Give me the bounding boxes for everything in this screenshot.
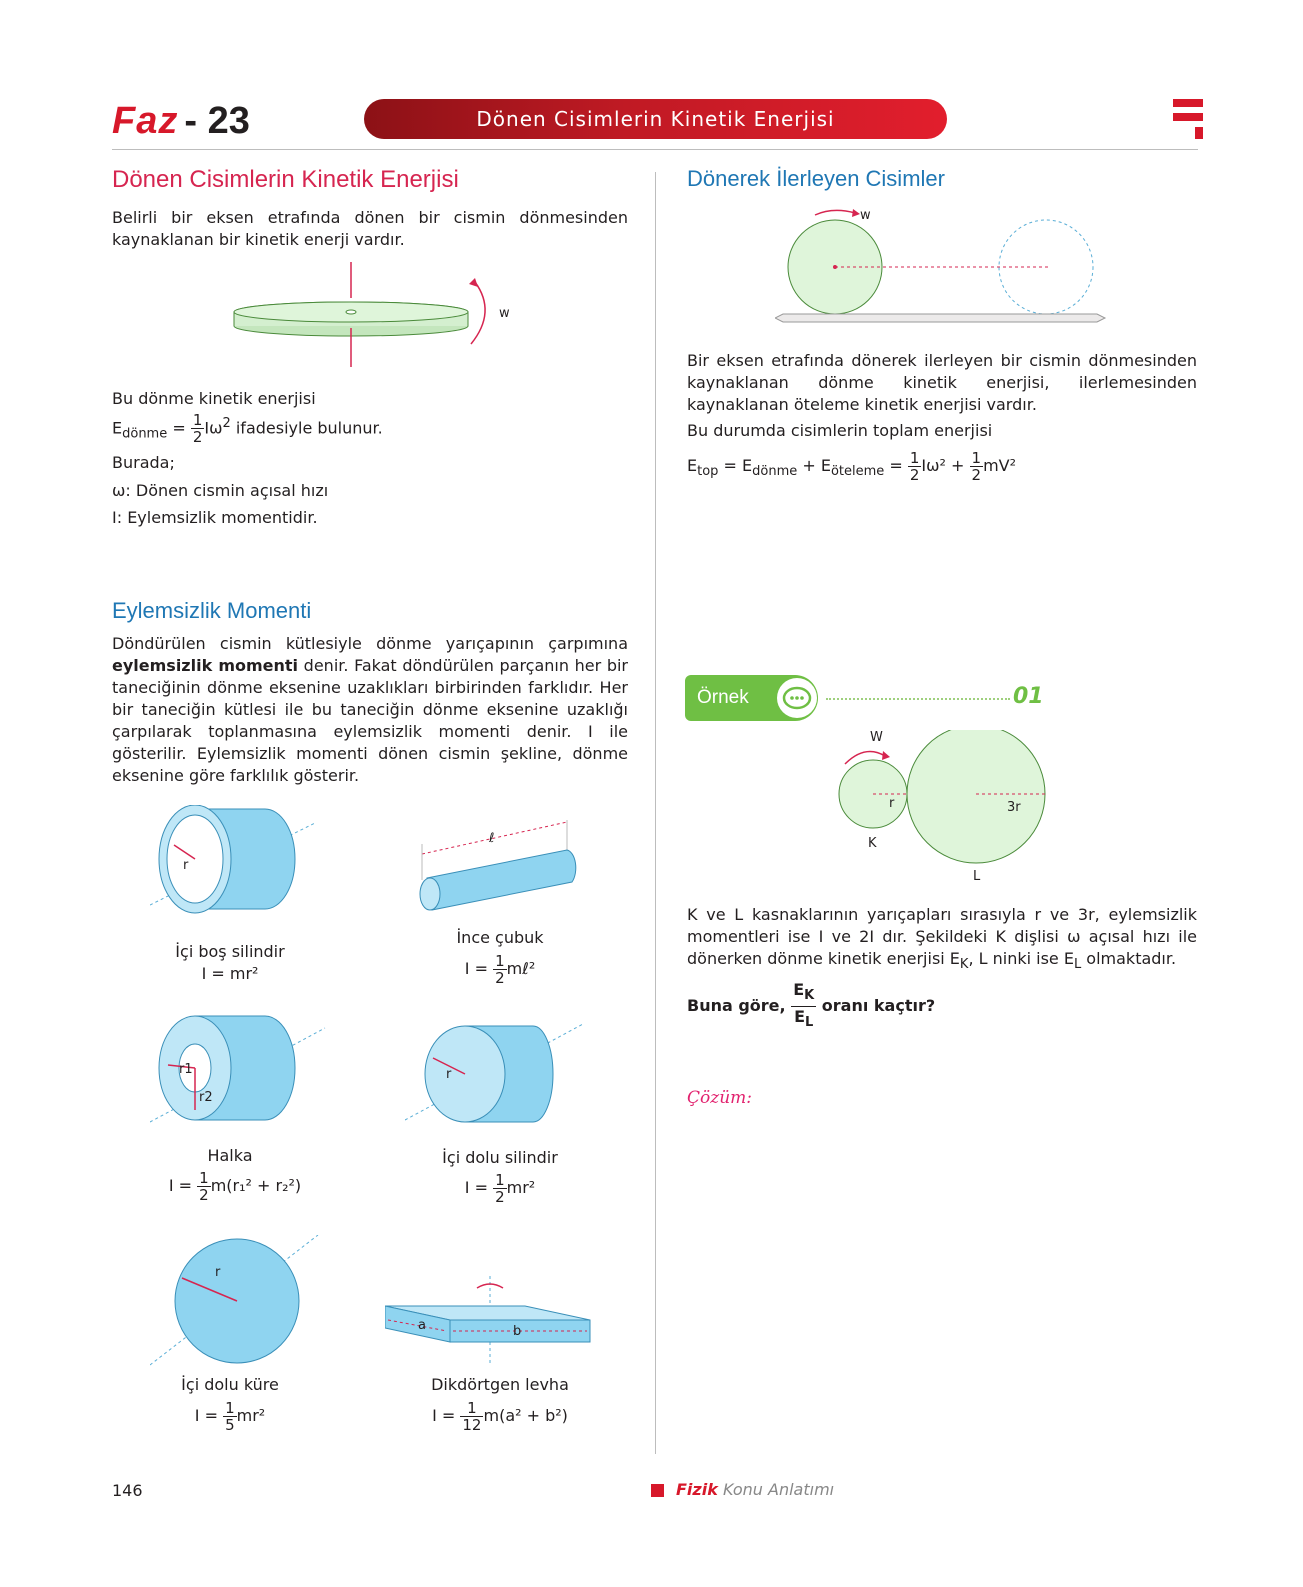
disk-omega-label: w [499,306,510,321]
thin-rod-name: İnce çubuk [456,928,544,947]
ask-post: oranı kaçtır? [821,996,936,1016]
ring-figure [150,1010,330,1140]
f1-tail: Iω² [921,456,946,475]
solcyl-fraction [493,1172,507,1205]
ask-fraction [791,980,816,1033]
formula-fraction [191,412,205,445]
f2-tail: mV² [983,456,1017,475]
rectangular-plate-formula [405,1400,595,1433]
intro-paragraph: Belirli bir eksen etrafında dönen bir cismin dönmesinden kaynaklanan bir kinetik enerji vardır. [112,208,628,249]
frac-num: 1 [192,411,203,430]
omega-definition: ω: Dönen cismin açısal hızı [112,481,329,500]
footer-square-icon [651,1484,664,1497]
ask-pre: Buna göre, [687,996,786,1016]
rolling-paragraph: Bir eksen etrafında dönerek ilerleyen bir cismin dönmesinden kaynaklanan dönme kinetik enerjisi, ilerlemesinden kaynaklanan öteleme kinetik enerjisi vardır. [687,351,1197,414]
edonme-sub: dönme [752,464,798,480]
formula-eq: = [172,418,186,438]
q-mid: , L ninki ise E [968,949,1074,968]
solid-cylinder-formula [415,1172,585,1205]
solcyl-num: 1 [495,1171,505,1189]
solcyl-post: mr² [506,1178,536,1197]
plate-b-label: b [513,1324,522,1339]
total-energy-formula [687,450,1016,486]
solcyl-den: 2 [495,1188,505,1206]
q-sub-k: K [959,957,969,973]
rod-fraction [493,953,507,986]
sphere-den: 5 [225,1416,235,1434]
sphere-pre: I = [194,1406,218,1425]
example-question [687,904,1197,976]
thin-rod-figure [412,820,592,920]
rolling-body-figure [775,205,1115,335]
rolling-omega-label: w [860,208,871,223]
logo-text: Faz [112,100,179,142]
ke-formula [112,411,383,448]
ring-name: Halka [207,1146,253,1165]
pulley-k-label: K [868,836,877,851]
solid-cyl-r-label: r [446,1067,452,1082]
unit-number: - 23 [184,100,250,142]
plus-2: + [951,456,965,475]
ring-pre: I = [168,1176,193,1195]
example-ask [687,980,935,1033]
formula-rhs: Iω [204,418,223,438]
pulley-w-label: W [870,730,883,745]
sphere-fraction [223,1400,237,1433]
f2-fraction [970,450,984,483]
f2-den: 2 [971,466,982,484]
edonme: E [742,456,753,475]
eoteleme-sub: öteleme [830,464,885,480]
formula-sub: dönme [122,426,168,442]
hollow-cylinder-name: İçi boş silindir [175,942,285,961]
plate-fraction [460,1400,483,1433]
solid-cylinder-name: İçi dolu silindir [442,1148,558,1167]
eq-2: = [889,456,903,475]
f1-fraction [908,450,922,483]
footer-bold: Fizik [676,1480,718,1499]
column-divider [655,172,656,1454]
pulley-l-label: L [973,869,981,884]
sphere-post: mr² [236,1406,266,1425]
pulley-3r-label: 3r [1007,800,1021,815]
ask-den: E [794,1007,806,1027]
hollow-cyl-r-label: r [183,858,189,873]
solid-cylinder-figure [405,1020,585,1140]
formula-exp: 2 [222,416,231,431]
chapter-banner: Dönen Cisimlerin Kinetik Enerjisi [364,99,947,139]
solcyl-pre: I = [464,1178,488,1197]
thin-rod-formula [420,953,580,986]
moment-text-a: Döndürülen cismin kütlesiyle dönme yarıçapının çarpımına [112,634,628,653]
q-end: olmaktadır. [1081,949,1177,968]
corner-logo-icon [1173,99,1203,139]
q-sub-l: L [1073,957,1082,973]
plate-post: m(a² + b²) [483,1406,568,1425]
rod-length-label: ℓ [489,831,495,846]
rod-den: 2 [495,969,505,987]
pulley-r-label: r [889,796,895,811]
ask-den-sub: L [805,1015,814,1031]
moment-text-b: denir. Fakat döndürülen parçanın her bir taneciğinin dönme eksenine uzaklıkları birbirinden farklıdır. Her bir taneciğin kütlesi ile bu taneciğin dönme eksenine uzaklığı çarpılarak toplanmasına eylemsizlik momenti denir. I ile gösterilir. Eylemsizlik momenti dönen cismin şekline, dönme eksenine göre farklılık gösterir. [112,656,629,785]
ke-line: Bu dönme kinetik enerjisi [112,389,316,408]
ring-formula [140,1170,330,1203]
header-divider [112,149,1198,150]
ring-den: 2 [199,1186,209,1204]
plate-num: 1 [460,1400,483,1417]
question-text: K ve L kasnaklarının yarıçapları sırasıyla r ve 3r, eylemsizlik momentleri ise I ve 2I dır. Şekildeki K dişlisi ω açısal hızı ile dönerken dönme kinetik enerjisi E [687,905,1197,968]
sphere-r-label: r [215,1265,221,1280]
ask-num: E [793,980,805,999]
rod-num: 1 [495,952,505,970]
plate-pre: I = [432,1406,456,1425]
plus-1: + [802,456,816,475]
eoteleme: E [820,456,831,475]
etop-sub: top [697,464,719,480]
moment-paragraph [112,633,628,787]
pulley-figure [835,730,1065,880]
ring-post: m(r₁² + r₂²) [210,1176,302,1195]
moment-text-bold: eylemsizlik momenti [112,656,299,675]
f1-num: 1 [909,449,920,467]
inertia-definition: I: Eylemsizlik momentidir. [112,508,318,527]
solid-sphere-figure [150,1235,320,1375]
example-number: 01 [1013,684,1044,709]
example-label: Örnek [697,687,749,708]
solid-sphere-name: İçi dolu küre [181,1375,279,1394]
plate-den: 12 [462,1416,482,1434]
hollow-cylinder-figure [150,805,320,935]
footer-rest: Konu Anlatımı [717,1480,835,1499]
sphere-num: 1 [225,1399,235,1417]
section-title-rotating-ke: Dönen Cisimlerin Kinetik Enerjisi [112,166,459,193]
chat-bubble-icon [777,678,817,718]
solution-label: Çözüm: [687,1088,752,1108]
f1-den: 2 [909,466,920,484]
hollow-cylinder-formula: I = mr² [201,964,259,983]
page-number: 146 [112,1481,143,1500]
section-title-moment: Eylemsizlik Momenti [112,598,312,623]
section-title-rolling: Dönerek İlerleyen Cisimler [687,166,945,191]
ring-num: 1 [199,1169,209,1187]
ask-num-sub: K [804,988,815,1004]
frac-den: 2 [192,428,203,447]
ring-r2-label: r2 [199,1090,213,1105]
rectangular-plate-name: Dikdörtgen levha [431,1375,569,1394]
rod-post: mℓ² [506,959,536,978]
brand-logo [112,100,250,143]
footer-book-title [676,1480,834,1499]
eq-1: = [723,456,737,475]
formula-lhs: E [112,418,123,438]
total-energy-line: Bu durumda cisimlerin toplam enerjisi [687,421,993,440]
ring-fraction [197,1170,211,1203]
etop: E [687,456,698,475]
f2-num: 1 [971,449,982,467]
rotating-disk-figure [225,262,525,372]
solid-sphere-formula [150,1400,310,1433]
plate-a-label: a [418,1318,426,1333]
rod-pre: I = [464,959,488,978]
example-dotted-line [826,698,1010,700]
ring-r1-label: r1 [179,1062,193,1077]
formula-tail: ifadesiyle bulunur. [235,418,383,438]
burada-line: Burada; [112,453,175,472]
